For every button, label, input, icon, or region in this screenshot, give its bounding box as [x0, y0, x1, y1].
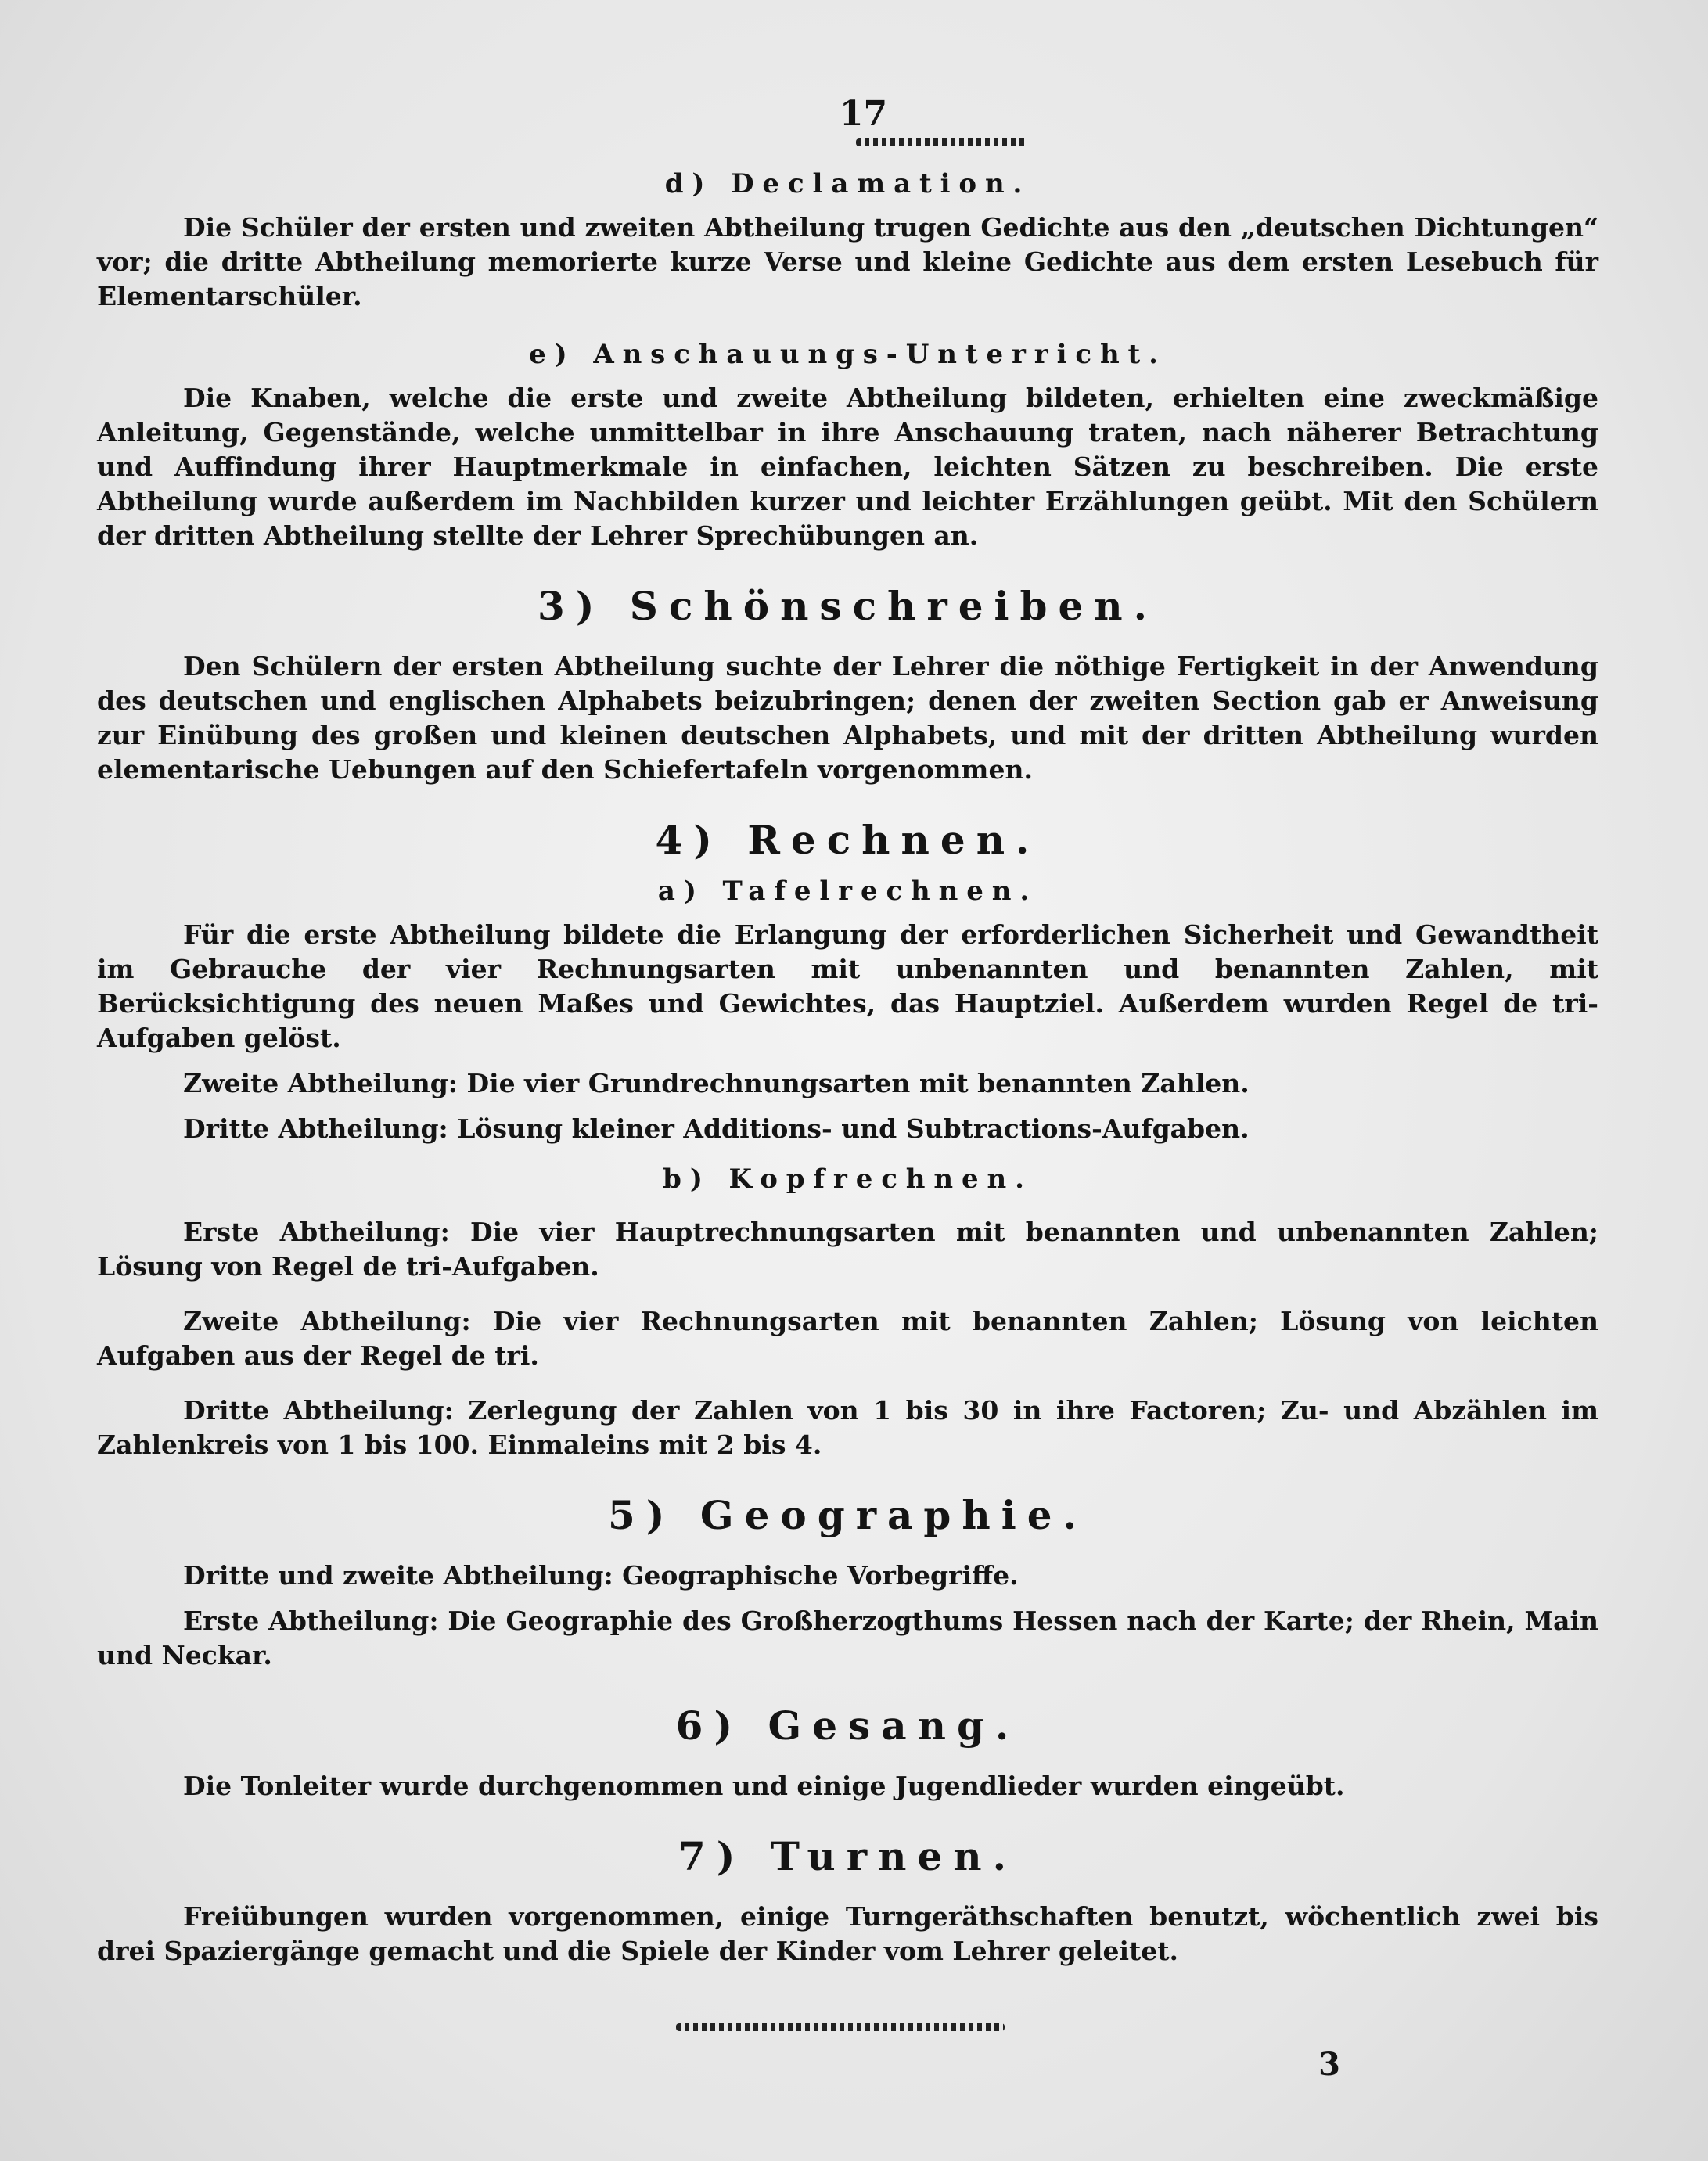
paragraph-tafelrechnen-3: Dritte Abtheilung: Lösung kleiner Additions- und Subtractions-Aufgaben. [183, 1113, 1250, 1144]
paragraph-turnen: Freiübungen wurden vorgenommen, einige Turngeräthschaften benutzt, wöchentlich zwei bis drei Spaziergänge gemacht und die Spiele der Kinder vom Lehrer geleitet. [97, 1901, 1598, 1966]
heading-schoenschreiben: 3) Schönschreiben. [537, 583, 1159, 629]
heading-declamation: d) Declamation. [664, 168, 1031, 200]
paragraph-tafelrechnen-1: Für die erste Abtheilung bildete die Erlangung der erforderlichen Sicherheit und Gewandtheit im Gebrauche der vier Rechnungsarten mit unbenannten und benannten Zahlen, mit Berücksichtigung des neuen Maßes und Gewichtes, das Hauptziel. Außerdem wurden Regel de tri-Aufgaben gelöst. [97, 919, 1598, 1053]
paragraph-geographie-1: Dritte und zweite Abtheilung: Geographische Vorbegriffe. [183, 1560, 1019, 1591]
paragraph-schoenschreiben: Den Schülern der ersten Abtheilung suchte der Lehrer die nöthige Fertigkeit in der Anwendung des deutschen und englischen Alphabets beizubringen; denen der zweiten Section gab er Anweisung zur Einübung des großen und kleinen deutschen Alphabets, und mit der dritten Abtheilung wurden elementarische Uebungen auf den Schiefertafeln vorgenommen. [97, 651, 1598, 785]
heading-rechnen: 4) Rechnen. [655, 817, 1041, 863]
bottom-ornament-rule [676, 2023, 1005, 2031]
heading-turnen: 7) Turnen. [678, 1833, 1018, 1879]
heading-anschauungs-unterricht: e) Anschauungs-Unterricht. [529, 339, 1167, 370]
heading-tafelrechnen: a) Tafelrechnen. [657, 876, 1038, 907]
heading-gesang: 6) Gesang. [675, 1703, 1020, 1749]
signature-number: 3 [1318, 2046, 1340, 2083]
paragraph-kopfrechnen-2: Zweite Abtheilung: Die vier Rechnungsarten mit benannten Zahlen; Lösung von leichten Aufgaben aus der Regel de tri. [97, 1306, 1598, 1371]
paragraph-geographie-2: Erste Abtheilung: Die Geographie des Großherzogthums Hessen nach der Karte; der Rhein, Main und Neckar. [97, 1605, 1598, 1670]
heading-geographie: 5) Geographie. [608, 1492, 1088, 1538]
page-number: 17 [839, 94, 888, 134]
paragraph-gesang: Die Tonleiter wurde durchgenommen und einige Jugendlieder wurden eingeübt. [183, 1771, 1345, 1801]
paragraph-declamation: Die Schüler der ersten und zweiten Abtheilung trugen Gedichte aus den „deutschen Dichtungen“ vor; die dritte Abtheilung memorierte kurze Verse und kleine Gedichte aus dem ersten Lesebuch für Elementarschüler. [97, 212, 1598, 311]
top-ornament-rule [856, 138, 1028, 146]
paragraph-tafelrechnen-2: Zweite Abtheilung: Die vier Grundrechnungsarten mit benannten Zahlen. [183, 1068, 1250, 1098]
heading-kopfrechnen: b) Kopfrechnen. [663, 1163, 1033, 1195]
paragraph-kopfrechnen-3: Dritte Abtheilung: Zerlegung der Zahlen von 1 bis 30 in ihre Factoren; Zu- und Abzählen im Zahlenkreis von 1 bis 100. Einmaleins mit 2 bis 4. [97, 1395, 1598, 1460]
paragraph-anschauungs-unterricht: Die Knaben, welche die erste und zweite Abtheilung bildeten, erhielten eine zweckmäßige Anleitung, Gegenstände, welche unmittelbar in ihre Anschauung traten, nach näherer Betrachtung und Auffindung ihrer Hauptmerkmale in einfachen, leichten Sätzen zu beschreiben. Die erste Abtheilung wurde außerdem im Nachbilden kurzer und leichter Erzählungen geübt. Mit den Schülern der dritten Abtheilung stellte der Lehrer Sprechübungen an. [97, 383, 1598, 551]
paragraph-kopfrechnen-1: Erste Abtheilung: Die vier Hauptrechnungsarten mit benannten und unbenannten Zahlen; Lösung von Regel de tri-Aufgaben. [97, 1217, 1598, 1282]
